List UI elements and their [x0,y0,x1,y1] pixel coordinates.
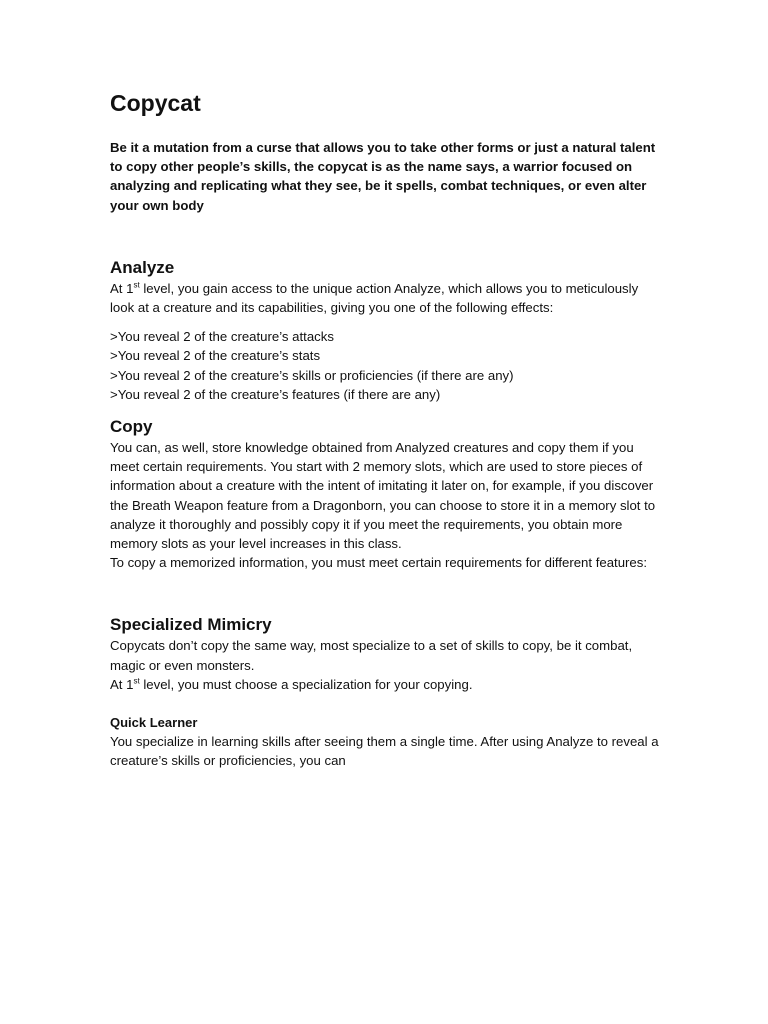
list-item: >You reveal 2 of the creature’s attacks [110,329,334,345]
mimicry-level-paragraph: At 1st level, you must choose a specialization for your copying. [110,676,473,692]
quick-learner-paragraph: You specialize in learning skills after seeing them a single time. After using Analyze to reveal a creature’s skills or proficiencies, you can [110,734,659,769]
copy-requirements-paragraph: To copy a memorized information, you must meet certain requirements for different features: [110,555,648,571]
copy-paragraph: You can, as well, store knowledge obtained from Analyzed creatures and copy them if you meet certain requirements. You start with 2 memory slots, which are used to store pieces of information about a creature with the intent of imitating it later on, for example, if you discover the Breath Weapon feature from a Dragonborn, you can choose to store it in a memory slot to analyze it thoroughly and possibly copy it if you meet the requirements, you obtain more memory slots as your level increases in this class. [110,440,656,552]
list-item: >You reveal 2 of the creature’s stats [110,348,321,364]
mimicry-paragraph: Copycats don’t copy the same way, most specialize to a set of skills to copy, be it combat, magic or even monsters. [110,638,633,673]
mimicry-heading: Specialized Mimicry [110,615,272,635]
analyze-paragraph: At 1st level, you gain access to the unique action Analyze, which allows you to meticulously look at a creature and its capabilities, giving you one of the following effects: [110,280,639,316]
quick-learner-heading: Quick Learner [110,715,198,731]
list-item: >You reveal 2 of the creature’s features (if there are any) [110,386,441,402]
copy-heading: Copy [110,417,153,437]
analyze-heading: Analyze [110,257,175,277]
document-page [110,88,662,770]
list-item: >You reveal 2 of the creature’s skills or proficiencies (if there are any) [110,367,514,383]
analyze-effects-list [110,327,662,404]
page-title: Copycat [110,90,201,116]
intro-paragraph: Be it a mutation from a curse that allows you to take other forms or just a natural talent to copy other people’s skills, the copycat is as the name says, a warrior focused on analyzing and replicating what they see, be it spells, combat techniques, or even alter your own body [110,140,656,213]
